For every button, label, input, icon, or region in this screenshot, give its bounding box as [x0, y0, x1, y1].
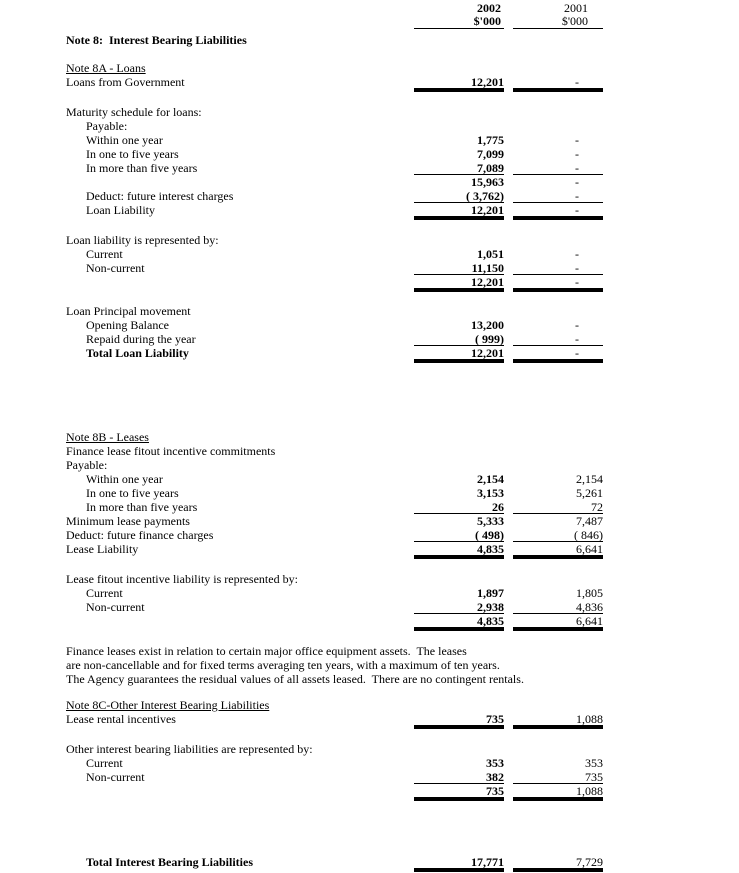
spacer — [0, 628, 739, 644]
value-2001: 1,805 — [576, 586, 603, 600]
value-2001: - — [513, 332, 603, 346]
text-line — [0, 572, 739, 586]
value-2002: 2,154 — [477, 472, 504, 486]
spacer — [0, 726, 739, 742]
text: Loan Principal movement — [66, 304, 191, 318]
value-2002: 17,771 — [414, 855, 504, 869]
row-label: Total Interest Bearing Liabilities — [86, 855, 254, 869]
table-column-headers — [0, 0, 739, 29]
value-2002: 382 — [414, 770, 504, 784]
value-2001: 735 — [513, 770, 603, 784]
value-2002: 353 — [486, 756, 504, 770]
row-label: In one to five years — [86, 486, 179, 500]
value-2002: 735 — [414, 784, 504, 798]
table-row — [0, 332, 739, 346]
table-row — [0, 161, 739, 175]
table-row — [0, 542, 739, 556]
document-body — [0, 33, 739, 869]
spacer — [0, 798, 739, 855]
value-2002: 7,099 — [477, 147, 504, 161]
table-row — [0, 133, 739, 147]
value-2002: 15,963 — [471, 175, 504, 189]
value-2001: 2,154 — [576, 472, 603, 486]
text: are non-cancellable and for fixed terms averaging ten years, with a maximum of ten years. — [66, 658, 500, 672]
value-2002: 12,201 — [414, 203, 504, 217]
spacer — [0, 47, 739, 61]
text-line — [0, 742, 739, 756]
row-label: Lease rental incentives — [66, 712, 176, 726]
value-2001: 1,088 — [513, 784, 603, 798]
value-2002: 1,775 — [477, 133, 504, 147]
value-2001: 6,641 — [513, 614, 603, 628]
value-2001: - — [575, 147, 579, 161]
table-row — [0, 75, 739, 89]
table-row — [0, 247, 739, 261]
section-heading — [0, 698, 739, 712]
value-2002: 13,200 — [471, 318, 504, 332]
spacer — [0, 217, 739, 233]
row-label: Within one year — [86, 472, 163, 486]
value-2002: ( 498) — [414, 528, 504, 542]
table-row — [0, 486, 739, 500]
text: Maturity schedule for loans: — [66, 105, 202, 119]
row-label: Non-current — [86, 770, 145, 784]
text: Payable: — [66, 458, 108, 472]
value-2002: 3,153 — [477, 486, 504, 500]
row-label: Deduct: future finance charges — [66, 528, 214, 542]
text-line — [0, 644, 739, 658]
value-2001: 353 — [585, 756, 603, 770]
text: Other interest bearing liabilities are represented by: — [66, 742, 313, 756]
value-2001: - — [513, 203, 603, 217]
value-2001: - — [513, 346, 603, 360]
row-label: Current — [86, 756, 123, 770]
table-row — [0, 756, 739, 770]
value-2001: - — [513, 189, 603, 203]
value-2001: 6,641 — [513, 542, 603, 556]
section-heading-text: Note 8A - Loans — [66, 61, 146, 75]
row-label: Opening Balance — [86, 318, 169, 332]
value-2001: - — [575, 133, 579, 147]
spacer — [0, 289, 739, 304]
table-row — [0, 147, 739, 161]
column-header-2002 — [414, 2, 504, 29]
text-line — [0, 444, 739, 458]
value-2001: 4,836 — [513, 600, 603, 614]
column-year-2001: 2001 — [564, 1, 588, 15]
value-2001: - — [575, 318, 579, 332]
value-2001: 7,729 — [513, 855, 603, 869]
value-2001: 7,487 — [576, 514, 603, 528]
value-2001: - — [575, 247, 579, 261]
row-label: Minimum lease payments — [66, 514, 190, 528]
value-2001: 1,088 — [513, 712, 603, 726]
value-2002: 7,089 — [414, 161, 504, 175]
text: Loan liability is represented by: — [66, 233, 219, 247]
section-heading — [0, 430, 739, 444]
value-2001: - — [513, 275, 603, 289]
row-label: Current — [86, 586, 123, 600]
table-row — [0, 203, 739, 217]
row-label: Loan Liability — [86, 203, 155, 217]
table-row — [0, 318, 739, 332]
table-row — [0, 770, 739, 784]
value-2002: 5,333 — [477, 514, 504, 528]
text: The Agency guarantees the residual values of all assets leased. There are no contingent rentals. — [66, 672, 524, 686]
text-line — [0, 119, 739, 133]
row-label: Loans from Government — [66, 75, 185, 89]
text: Note 8: Interest Bearing Liabilities — [66, 33, 247, 47]
value-2002: 4,835 — [414, 542, 504, 556]
table-row — [0, 500, 739, 514]
value-2002: 735 — [414, 712, 504, 726]
text-line — [0, 658, 739, 672]
row-label: Current — [86, 247, 123, 261]
text-line — [0, 105, 739, 119]
text: Lease fitout incentive liability is represented by: — [66, 572, 298, 586]
table-row — [0, 189, 739, 203]
text: Finance lease fitout incentive commitments — [66, 444, 276, 458]
value-2002: 11,150 — [414, 261, 504, 275]
table-row — [0, 712, 739, 726]
text: Payable: — [86, 119, 128, 133]
table-row — [0, 600, 739, 614]
value-2001: - — [513, 261, 603, 275]
column-year-2002: 2002 — [477, 1, 501, 15]
table-row — [0, 275, 739, 289]
table-row — [0, 586, 739, 600]
section-heading-text: Note 8C-Other Interest Bearing Liabilities — [66, 698, 270, 712]
value-2002: 2,938 — [414, 600, 504, 614]
value-2002: 4,835 — [414, 614, 504, 628]
value-2001: - — [513, 75, 603, 89]
value-2001: 5,261 — [576, 486, 603, 500]
value-2001: - — [513, 161, 603, 175]
text-line — [0, 304, 739, 318]
row-label: Deduct: future interest charges — [86, 189, 234, 203]
value-2002: 1,051 — [477, 247, 504, 261]
spacer — [0, 556, 739, 572]
text: Finance leases exist in relation to certain major office equipment assets. The leases — [66, 644, 467, 658]
table-row — [0, 514, 739, 528]
section-heading-text: Note 8B - Leases — [66, 430, 149, 444]
row-label: Non-current — [86, 261, 145, 275]
table-row — [0, 175, 739, 189]
row-label: In more than five years — [86, 500, 198, 514]
value-2002: 26 — [414, 500, 504, 514]
value-2001: 72 — [513, 500, 603, 514]
table-row — [0, 346, 739, 360]
spacer — [0, 360, 739, 430]
value-2002: 12,201 — [414, 346, 504, 360]
spacer — [0, 89, 739, 105]
text-line — [0, 672, 739, 686]
section-heading — [0, 61, 739, 75]
value-2001: - — [575, 175, 579, 189]
table-row — [0, 614, 739, 628]
row-label: Repaid during the year — [86, 332, 196, 346]
table-row — [0, 472, 739, 486]
value-2002: 12,201 — [414, 275, 504, 289]
value-2002: ( 999) — [414, 332, 504, 346]
text-line — [0, 458, 739, 472]
row-label: Non-current — [86, 600, 145, 614]
table-row — [0, 528, 739, 542]
value-2002: 1,897 — [477, 586, 504, 600]
column-unit-2001: $'000 — [561, 14, 588, 28]
row-label: Within one year — [86, 133, 163, 147]
text-line — [0, 33, 739, 47]
value-2002: ( 3,762) — [414, 189, 504, 203]
column-header-2001 — [513, 2, 603, 29]
text-line — [0, 233, 739, 247]
row-label: In more than five years — [86, 161, 198, 175]
column-unit-2002: $'000 — [473, 14, 501, 28]
row-label: In one to five years — [86, 147, 179, 161]
row-label: Lease Liability — [66, 542, 139, 556]
table-row — [0, 784, 739, 798]
value-2001: ( 846) — [513, 528, 603, 542]
table-row — [0, 261, 739, 275]
spacer — [0, 686, 739, 698]
value-2002: 12,201 — [414, 75, 504, 89]
row-label: Total Loan Liability — [86, 346, 189, 360]
table-row — [0, 855, 739, 869]
